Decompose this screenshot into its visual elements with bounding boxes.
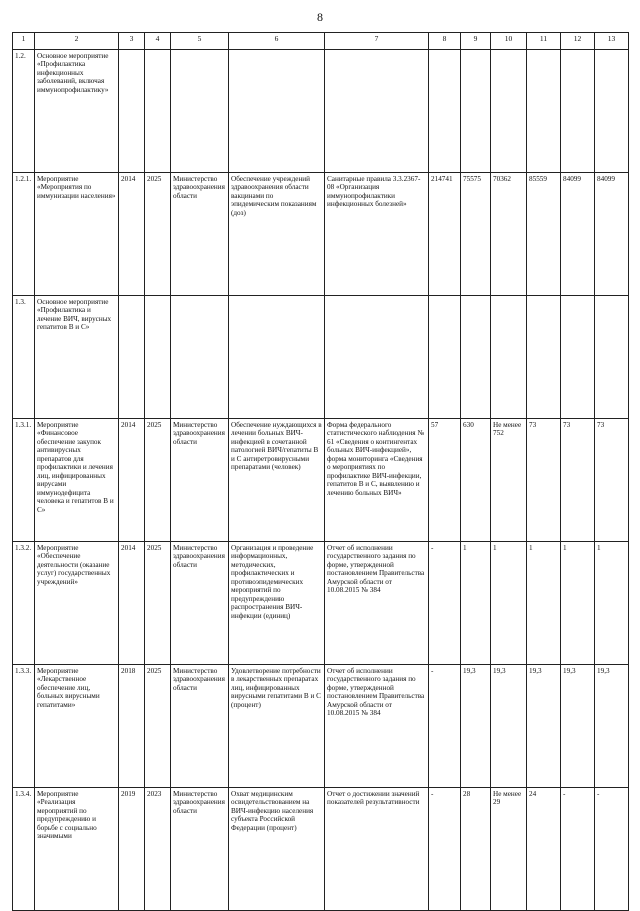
- cell-value: 214741: [429, 173, 461, 296]
- cell-value: [561, 50, 595, 173]
- cell-executor: [171, 296, 229, 419]
- cell-number: 1.3.1.: [13, 419, 35, 542]
- cell-value: -: [561, 788, 595, 911]
- column-header: 4: [145, 33, 171, 50]
- page-number: 8: [317, 10, 323, 24]
- cell-end-year: [145, 296, 171, 419]
- table-row: [13, 419, 629, 542]
- cell-measure-name: Основное мероприятие «Профилактика и лечение ВИЧ, вирусных гепатитов В и С»: [35, 296, 119, 419]
- cell-value: 73: [561, 419, 595, 542]
- cell-value: [491, 296, 527, 419]
- cell-start-year: [119, 50, 145, 173]
- cell-value: 19,3: [595, 665, 629, 788]
- cell-source: Отчет о достижении значений показателей результативности: [325, 788, 429, 911]
- cell-executor: [171, 50, 229, 173]
- column-header: 6: [229, 33, 325, 50]
- column-header: 2: [35, 33, 119, 50]
- cell-value: [461, 50, 491, 173]
- cell-value: 630: [461, 419, 491, 542]
- cell-value: [527, 296, 561, 419]
- column-header: 10: [491, 33, 527, 50]
- cell-end-year: 2025: [145, 419, 171, 542]
- cell-value: 24: [527, 788, 561, 911]
- cell-value: [595, 50, 629, 173]
- cell-value: -: [429, 788, 461, 911]
- cell-number: 1.2.: [13, 50, 35, 173]
- column-header: 12: [561, 33, 595, 50]
- column-header: 9: [461, 33, 491, 50]
- cell-measure-name: Основное мероприятие «Профилактика инфекционных заболеваний, включая иммунопрофилактику»: [35, 50, 119, 173]
- cell-measure-name: Мероприятие «Лекарственное обеспечение лиц, больных вирусными гепатитами»: [35, 665, 119, 788]
- cell-value: -: [429, 542, 461, 665]
- column-header: 3: [119, 33, 145, 50]
- cell-source: [325, 296, 429, 419]
- cell-value: 84099: [561, 173, 595, 296]
- cell-value: 73: [595, 419, 629, 542]
- cell-source: Отчет об исполнении государственного задания по форме, утвержденной постановлением Правительства Амурской области от 10.08.2015 № 384: [325, 665, 429, 788]
- cell-executor: Министерство здравоохранения области: [171, 665, 229, 788]
- cell-value: 70362: [491, 173, 527, 296]
- cell-value: 1: [595, 542, 629, 665]
- table-row: [13, 50, 629, 173]
- cell-measure-name: Мероприятие «Реализация мероприятий по предупреждению и борьбе с социально значимыми: [35, 788, 119, 911]
- cell-start-year: 2014: [119, 173, 145, 296]
- cell-end-year: [145, 50, 171, 173]
- column-header: 8: [429, 33, 461, 50]
- table-row: [13, 788, 629, 911]
- cell-end-year: 2025: [145, 542, 171, 665]
- cell-start-year: 2014: [119, 542, 145, 665]
- cell-end-year: 2023: [145, 788, 171, 911]
- table-row: [13, 542, 629, 665]
- cell-executor: Министерство здравоохранения области: [171, 419, 229, 542]
- cell-end-year: 2025: [145, 665, 171, 788]
- cell-number: 1.3.2.: [13, 542, 35, 665]
- cell-value: -: [429, 665, 461, 788]
- cell-value: 57: [429, 419, 461, 542]
- column-header: 1: [13, 33, 35, 50]
- table-row: [13, 173, 629, 296]
- cell-value: Не менее 752: [491, 419, 527, 542]
- cell-source: Отчет об исполнении государственного задания по форме, утвержденной постановлением Правительства Амурской области от 10.08.2015 № 384: [325, 542, 429, 665]
- cell-source: Санитарные правила 3.3.2367-08 «Организация иммунопрофилактики инфекционных болезней»: [325, 173, 429, 296]
- cell-value: 1: [561, 542, 595, 665]
- cell-start-year: 2014: [119, 419, 145, 542]
- cell-value: [527, 50, 561, 173]
- column-header: 11: [527, 33, 561, 50]
- cell-value: 85559: [527, 173, 561, 296]
- cell-value: 19,3: [461, 665, 491, 788]
- cell-executor: Министерство здравоохранения области: [171, 542, 229, 665]
- cell-value: 1: [491, 542, 527, 665]
- cell-value: 19,3: [491, 665, 527, 788]
- cell-value: -: [595, 788, 629, 911]
- header-row: [13, 33, 629, 50]
- cell-value: 1: [461, 542, 491, 665]
- cell-value: 84099: [595, 173, 629, 296]
- table-row: [13, 296, 629, 419]
- cell-number: 1.3.4.: [13, 788, 35, 911]
- cell-value: 1: [527, 542, 561, 665]
- cell-value: [429, 50, 461, 173]
- cell-value: 73: [527, 419, 561, 542]
- cell-executor: Министерство здравоохранения области: [171, 173, 229, 296]
- cell-start-year: 2018: [119, 665, 145, 788]
- cell-value: [429, 296, 461, 419]
- cell-value: 19,3: [561, 665, 595, 788]
- cell-source: [325, 50, 429, 173]
- cell-value: [491, 50, 527, 173]
- cell-source: Форма федерального статистического наблюдения № 61 «Сведения о контингентах больных ВИЧ-инфекцией», форма мониторинга «Сведения о мероприятиях по профилактике ВИЧ-инфекции, гепатитов В и С, выявлению и лечению больных ВИЧ»: [325, 419, 429, 542]
- cell-indicator: Удовлетворение потребности в лекарственных препаратах лиц, инфицированных вирусными гепатитами В и С (процент): [229, 665, 325, 788]
- column-header: 13: [595, 33, 629, 50]
- cell-value: 28: [461, 788, 491, 911]
- cell-number: 1.3.: [13, 296, 35, 419]
- cell-measure-name: Мероприятие «Мероприятия по иммунизации населения»: [35, 173, 119, 296]
- cell-value: [595, 296, 629, 419]
- cell-number: 1.2.1.: [13, 173, 35, 296]
- cell-start-year: 2019: [119, 788, 145, 911]
- cell-measure-name: Мероприятие «Финансовое обеспечение закупок антивирусных препаратов для профилактики и лечения лиц, инфицированных вирусами иммунодефицита человека и гепатитов В и С»: [35, 419, 119, 542]
- column-header: 5: [171, 33, 229, 50]
- cell-end-year: 2025: [145, 173, 171, 296]
- cell-start-year: [119, 296, 145, 419]
- cell-value: 19,3: [527, 665, 561, 788]
- table-row: [13, 665, 629, 788]
- cell-value: 75575: [461, 173, 491, 296]
- cell-value: [561, 296, 595, 419]
- cell-value: Не менее 29: [491, 788, 527, 911]
- cell-measure-name: Мероприятие «Обеспечение деятельности (оказание услуг) государственных учреждений»: [35, 542, 119, 665]
- cell-indicator: [229, 50, 325, 173]
- cell-indicator: Организация и проведение информационных, методических, профилактических и противоэпидемических мероприятий по предупреждению распространения ВИЧ-инфекции (единиц): [229, 542, 325, 665]
- cell-value: [461, 296, 491, 419]
- program-measures-table: [12, 32, 629, 911]
- column-header: 7: [325, 33, 429, 50]
- cell-indicator: Охват медицинским освидетельствованием на ВИЧ-инфекцию населения субъекта Российской Федерации (процент): [229, 788, 325, 911]
- cell-executor: Министерство здравоохранения области: [171, 788, 229, 911]
- cell-number: 1.3.3.: [13, 665, 35, 788]
- cell-indicator: Обеспечение учреждений здравоохранения области вакцинами по эпидемическим показаниям (доз): [229, 173, 325, 296]
- cell-indicator: Обеспечение нуждающихся в лечении больных ВИЧ-инфекцией в сочетанной патологией ВИЧ/гепатиты В и С антиретровирусными препаратами (человек): [229, 419, 325, 542]
- cell-indicator: [229, 296, 325, 419]
